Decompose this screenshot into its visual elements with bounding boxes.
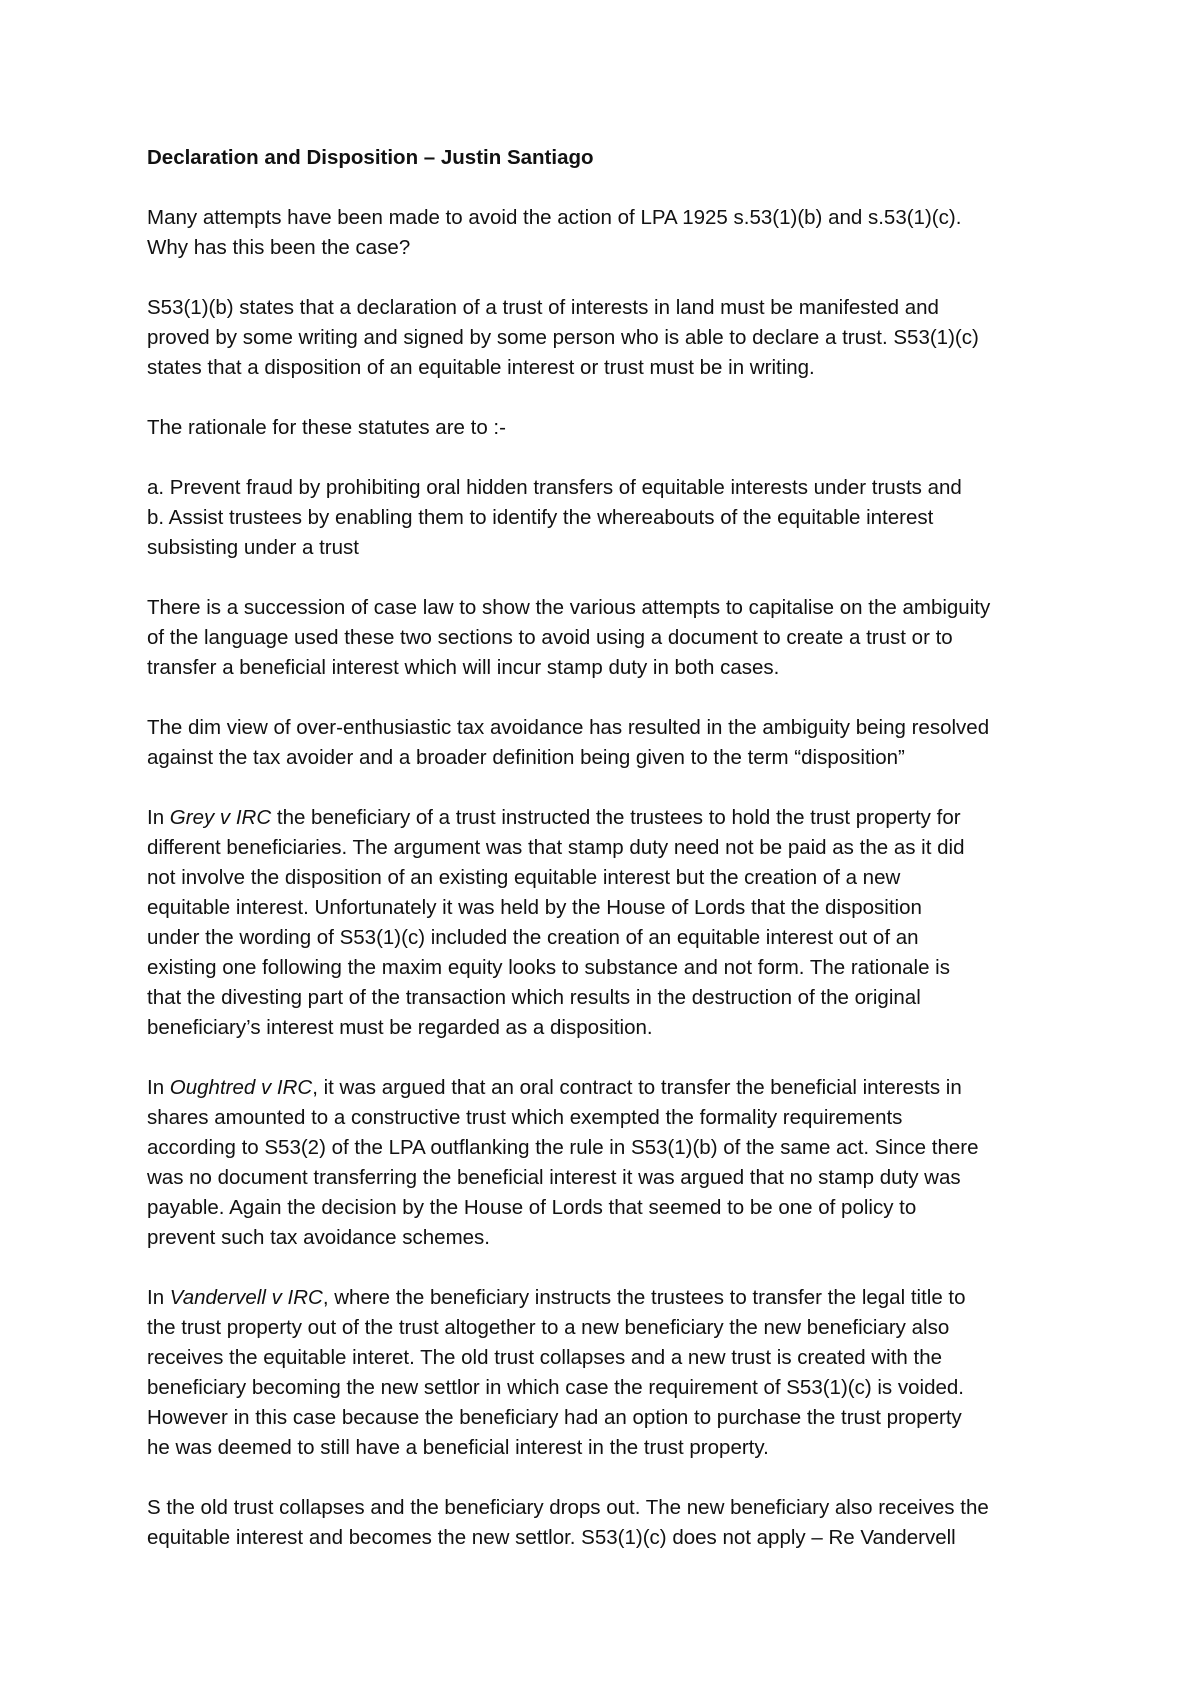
text-line: There is a succession of case law to show the various attempts to capitalise on the ambiguity [147, 596, 991, 619]
text-line: different beneficiaries. The argument was that stamp duty need not be paid as the as it did [147, 836, 965, 859]
text-line [147, 803, 1077, 833]
text-line: the trust property out of the trust altogether to a new beneficiary the new beneficiary also [147, 1316, 950, 1339]
text-line: was no document transferring the beneficial interest it was argued that no stamp duty was [147, 1166, 961, 1189]
rationale-points-paragraph [147, 473, 1077, 563]
text-line: prevent such tax avoidance schemes. [147, 1226, 490, 1249]
case-name: Oughtred v IRC [169, 1076, 313, 1099]
text-line: he was deemed to still have a beneficial interest in the trust property. [147, 1436, 769, 1459]
dim-view-paragraph [147, 713, 1077, 773]
text-line: payable. Again the decision by the House of Lords that seemed to be one of policy to [147, 1196, 917, 1219]
text-line: that the divesting part of the transaction which results in the destruction of the original [147, 986, 921, 1009]
text-line: states that a disposition of an equitable interest or trust must be in writing. [147, 356, 815, 379]
case-name: Vandervell v IRC [169, 1286, 323, 1309]
document-title: Declaration and Disposition – Justin Santiago [147, 146, 594, 169]
text-fragment: In [147, 1076, 170, 1099]
text-line: existing one following the maxim equity looks to substance and not form. The rationale is [147, 956, 950, 979]
rationale-point-a: a. Prevent fraud by prohibiting oral hidden transfers of equitable interests under trusts and [147, 476, 962, 499]
rationale-intro-paragraph [147, 413, 1077, 443]
case-name: Grey v IRC [169, 806, 272, 829]
text-line: receives the equitable interet. The old trust collapses and a new trust is created with the [147, 1346, 943, 1369]
text-line: The dim view of over-enthusiastic tax avoidance has resulted in the ambiguity being resolved [147, 716, 990, 739]
text-line: S the old trust collapses and the beneficiary drops out. The new beneficiary also receives the [147, 1496, 989, 1519]
text-line: against the tax avoider and a broader definition being given to the term “disposition” [147, 746, 905, 769]
oughtred-v-irc-paragraph [147, 1073, 1077, 1253]
text-line: Many attempts have been made to avoid the action of LPA 1925 s.53(1)(b) and s.53(1)(c). [147, 206, 962, 229]
vandervell-v-irc-paragraph [147, 1283, 1077, 1463]
text-line: shares amounted to a constructive trust which exempted the formality requirements [147, 1106, 903, 1129]
text-fragment: In [147, 806, 170, 829]
text-line: subsisting under a trust [147, 536, 359, 559]
case-law-paragraph [147, 593, 1077, 683]
closing-paragraph [147, 1493, 1077, 1553]
text-line: The rationale for these statutes are to :- [147, 416, 506, 439]
statutes-paragraph [147, 293, 1077, 383]
text-line: S53(1)(b) states that a declaration of a trust of interests in land must be manifested and [147, 296, 939, 319]
text-line [147, 1283, 1077, 1313]
intro-paragraph [147, 203, 1077, 263]
text-fragment: the beneficiary of a trust instructed the trustees to hold the trust property for [271, 806, 961, 829]
text-fragment: , it was argued that an oral contract to transfer the beneficial interests in [312, 1076, 962, 1099]
text-line: equitable interest. Unfortunately it was held by the House of Lords that the disposition [147, 896, 922, 919]
text-line: proved by some writing and signed by some person who is able to declare a trust. S53(1)(c) [147, 326, 979, 349]
text-fragment: In [147, 1286, 170, 1309]
text-line: of the language used these two sections to avoid using a document to create a trust or to [147, 626, 953, 649]
text-line: not involve the disposition of an existing equitable interest but the creation of a new [147, 866, 901, 889]
text-line: Why has this been the case? [147, 236, 411, 259]
text-line: transfer a beneficial interest which will incur stamp duty in both cases. [147, 656, 780, 679]
rationale-point-b: b. Assist trustees by enabling them to identify the whereabouts of the equitable interest [147, 506, 934, 529]
text-line: according to S53(2) of the LPA outflanking the rule in S53(1)(b) of the same act. Since there [147, 1136, 979, 1159]
text-line: beneficiary’s interest must be regarded as a disposition. [147, 1016, 653, 1039]
text-line: under the wording of S53(1)(c) included the creation of an equitable interest out of an [147, 926, 919, 949]
text-line: beneficiary becoming the new settlor in which case the requirement of S53(1)(c) is voided. [147, 1376, 964, 1399]
grey-v-irc-paragraph [147, 803, 1077, 1043]
text-fragment: , where the beneficiary instructs the trustees to transfer the legal title to [322, 1286, 966, 1309]
text-line: equitable interest and becomes the new settlor. S53(1)(c) does not apply – Re Vandervell [147, 1526, 956, 1549]
text-line [147, 1073, 1077, 1103]
document-body [147, 143, 1077, 1583]
text-line: However in this case because the beneficiary had an option to purchase the trust property [147, 1406, 962, 1429]
